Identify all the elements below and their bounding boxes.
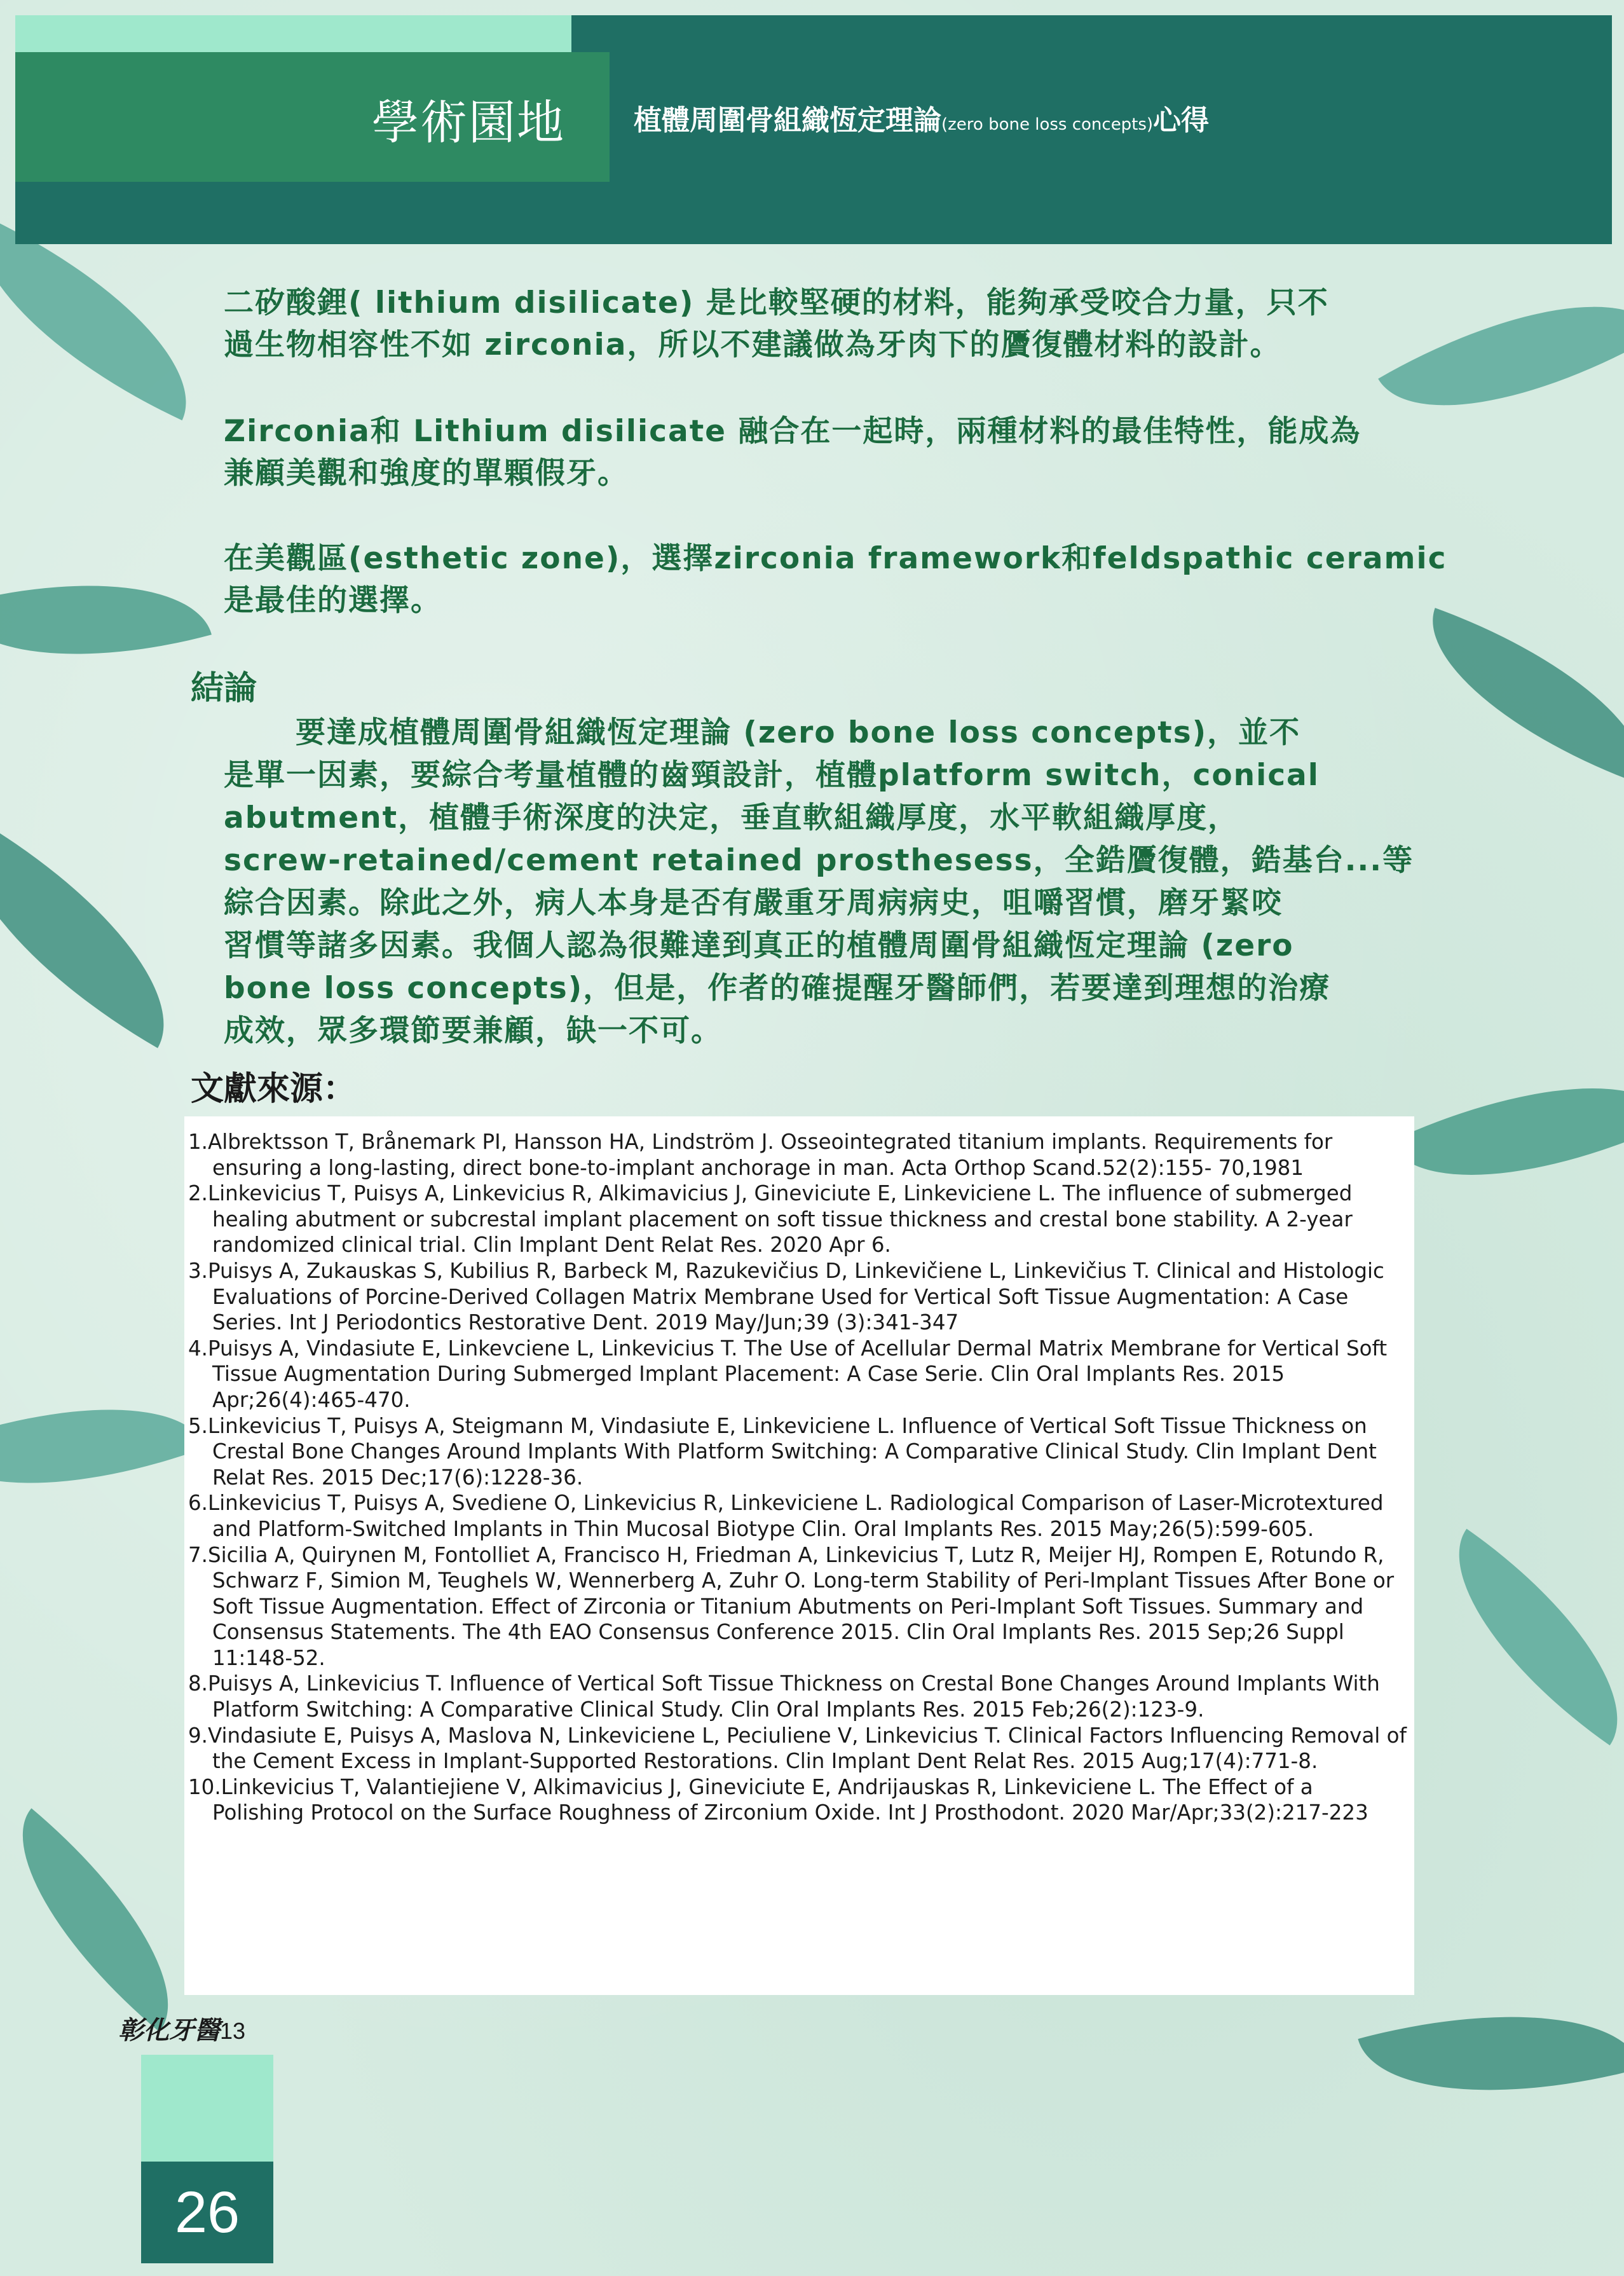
article-title-main: 植體周圍骨組織恆定理論 (634, 104, 941, 137)
paragraph-line: Zirconia和 Lithium disilicate 融合在一起時，兩種材料的最佳特性，能成為 (224, 414, 1361, 449)
conclusion-line: 要達成植體周圍骨組織恆定理論 (zero bone loss concepts)，並不 (296, 715, 1301, 750)
footer-accent-light (141, 2055, 273, 2162)
article-title-end: 心得 (1153, 104, 1210, 137)
conclusion-line: 綜合因素。除此之外，病人本身是否有嚴重牙周病病史，咀嚼習慣，磨牙緊咬 (224, 886, 1283, 921)
conclusion-line: abutment，植體手術深度的決定，垂直軟組織厚度，水平軟組織厚度， (224, 800, 1239, 835)
paragraph-line: 在美觀區(esthetic zone)，選擇zirconia framework和feldspathic ceramic (224, 541, 1447, 576)
reference-item: 10.Linkevicius T, Valantiejiene V, Alkimavicius J, Gineviciute E, Andrijauskas R, Linkeviciene L. The Effect of a Polishing Protocol on the Surface Roughness of Zirconium Oxide. Int J Prosthodont. 2020 Mar/Apr;33(2):217-223 (188, 1774, 1368, 1825)
header-accent-dark (15, 182, 610, 244)
article-title-sub: (zero bone loss concepts) (941, 115, 1154, 134)
paragraph-line: 兼顧美觀和強度的單顆假牙。 (224, 456, 629, 491)
article-title (634, 99, 1587, 143)
conclusion-line: bone loss concepts)，但是，作者的確提醒牙醫師們，若要達到理想的治療 (224, 971, 1331, 1006)
conclusion-line: screw-retained/cement retained prosthesess，全鋯贗復體，鋯基台...等 (224, 843, 1414, 878)
reference-item: 1.Albrektsson T, Brånemark PI, Hansson HA, Lindström J. Osseointegrated titanium implants. Requirements for ensuring a long-lasting, direct bone-to-implant anchorage in man. Acta Orthop Scand.52(2):155- 70,1981 (188, 1130, 1333, 1180)
references-list (188, 1129, 1409, 1826)
journal-issue: 13 (220, 2018, 246, 2044)
conclusion-line: 是單一因素，要綜合考量植體的齒頸設計，植體platform switch，conical (224, 758, 1320, 793)
journal-name: 彰化牙醫 (118, 2015, 220, 2045)
reference-item: 2.Linkevicius T, Puisys A, Linkevicius R, Alkimavicius J, Gineviciute E, Linkeviciene L. The influence of submerged healing abutment or subcrestal implant placement on soft tissue thickness and crestal bone stability. A 2-year randomized clinical trial. Clin Implant Dent Relat Res. 2020 Apr 6. (188, 1181, 1353, 1258)
paragraph-line: 二矽酸鋰( lithium disilicate) 是比較堅硬的材料，能夠承受咬合力量，只不 (224, 285, 1329, 320)
reference-item: 3.Puisys A, Zukauskas S, Kubilius R, Barbeck M, Razukevičius D, Linkevičiene L, Linkevičius T. Clinical and Histologic Evaluations of Porcine-Derived Collagen Matrix Membrane Used for Vertical Soft Tissue Augmentation: A Case Series. Int J Periodontics Restorative Dent. 2019 May/Jun;39 (3):341-347 (188, 1258, 1384, 1335)
references-heading: 文獻來源： (191, 1070, 357, 1108)
journal-logo (118, 2012, 277, 2050)
paragraph-line: 是最佳的選擇。 (224, 583, 442, 618)
reference-item: 6.Linkevicius T, Puisys A, Svediene O, Linkevicius R, Linkeviciene L. Radiological Comparison of Laser-Microtextured and Platform-Switched Implants in Thin Mucosal Biotype Clin. Oral Implants Res. 2015 May;26(5):599-605. (188, 1491, 1384, 1541)
reference-item: 7.Sicilia A, Quirynen M, Fontolliet A, Francisco H, Friedman A, Linkevicius T, Lutz R, Meijer HJ, Rompen E, Rotundo R, Schwarz F, Simion M, Teughels W, Wennerberg A, Zuhr O. Long-term Stability of Peri-Implant Tissues After Bone or Soft Tissue Augmentation. Effect of Zirconia or Titanium Abutments on Peri-Implant Soft Tissues. Summary and Consensus Statements. The 4th EAO Consensus Conference 2015. Clin Oral Implants Res. 2015 Sep;26 Suppl 11:148-52. (188, 1542, 1395, 1670)
page-number: 26 (174, 2180, 240, 2245)
reference-item: 9.Vindasiute E, Puisys A, Maslova N, Linkeviciene L, Peciuliene V, Linkevicius T. Clinical Factors Influencing Removal of the Cement Excess in Implant-Supported Restorations. Clin Implant Dent Relat Res. 2015 Aug;17(4):771-8. (188, 1723, 1407, 1774)
conclusion-line: 成效，眾多環節要兼顧，缺一不可。 (224, 1013, 722, 1048)
conclusion-line: 習慣等諸多因素。我個人認為很難達到真正的植體周圍骨組織恆定理論 (zero (224, 928, 1294, 963)
section-title: 學術園地 (372, 95, 565, 150)
conclusion-heading: 結論 (191, 669, 257, 708)
reference-item: 5.Linkevicius T, Puisys A, Steigmann M, Vindasiute E, Linkeviciene L. Influence of Vertical Soft Tissue Thickness on Crestal Bone Changes Around Implants With Platform Switching: A Comparative Clinical Study. Clin Implant Dent Relat Res. 2015 Dec;17(6):1228-36. (188, 1413, 1377, 1490)
paragraph-line: 過生物相容性不如 zirconia，所以不建議做為牙肉下的贗復體材料的設計。 (224, 327, 1281, 362)
reference-item: 4.Puisys A, Vindasiute E, Linkevciene L, Linkevicius T. The Use of Acellular Dermal Matrix Membrane for Vertical Soft Tissue Augmentation During Submerged Implant Placement: A Case Serie. Clin Oral Implants Res. 2015 Apr;26(4):465-470. (188, 1336, 1388, 1412)
reference-item: 8.Puisys A, Linkevicius T. Influence of Vertical Soft Tissue Thickness on Crestal Bone Changes Around Implants With Platform Switching: A Comparative Clinical Study. Clin Oral Implants Res. 2015 Feb;26(2):123-9. (188, 1671, 1380, 1722)
